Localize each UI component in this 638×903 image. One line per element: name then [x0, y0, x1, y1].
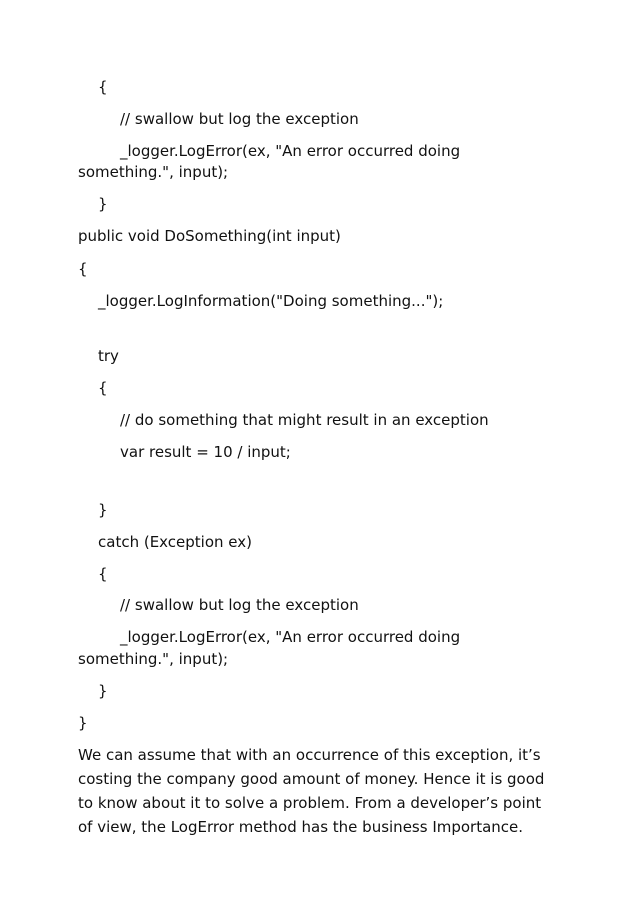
code-line: try [98, 347, 119, 365]
body-paragraph: We can assume that with an occurrence of this exception, it’s costing the company good amount of money. Hence it is good to know about it to solve a problem. From a developer’s point of view, the LogError method has the business Importance. [78, 746, 545, 836]
code-line: _logger.LogError(ex, "An error occurred doing [120, 142, 461, 160]
code-line: { [98, 565, 108, 583]
code-line: something.", input); [78, 163, 229, 181]
code-line: something.", input); [78, 650, 229, 668]
code-line: { [98, 379, 108, 397]
code-comment: // do something that might result in an exception [120, 411, 489, 429]
code-comment: // swallow but log the exception [120, 110, 359, 128]
method-signature: public void DoSomething(int input) [78, 227, 341, 245]
code-line: var result = 10 / input; [120, 443, 291, 461]
code-line: } [78, 714, 88, 732]
code-line: } [98, 195, 108, 213]
code-line: } [98, 501, 108, 519]
code-comment: // swallow but log the exception [120, 596, 359, 614]
code-line: { [78, 260, 88, 278]
code-line: _logger.LogError(ex, "An error occurred doing [120, 628, 461, 646]
code-line: _logger.LogInformation("Doing something..."); [98, 292, 444, 310]
code-line: } [98, 682, 108, 700]
code-line: { [98, 78, 108, 96]
code-line: catch (Exception ex) [98, 533, 252, 551]
